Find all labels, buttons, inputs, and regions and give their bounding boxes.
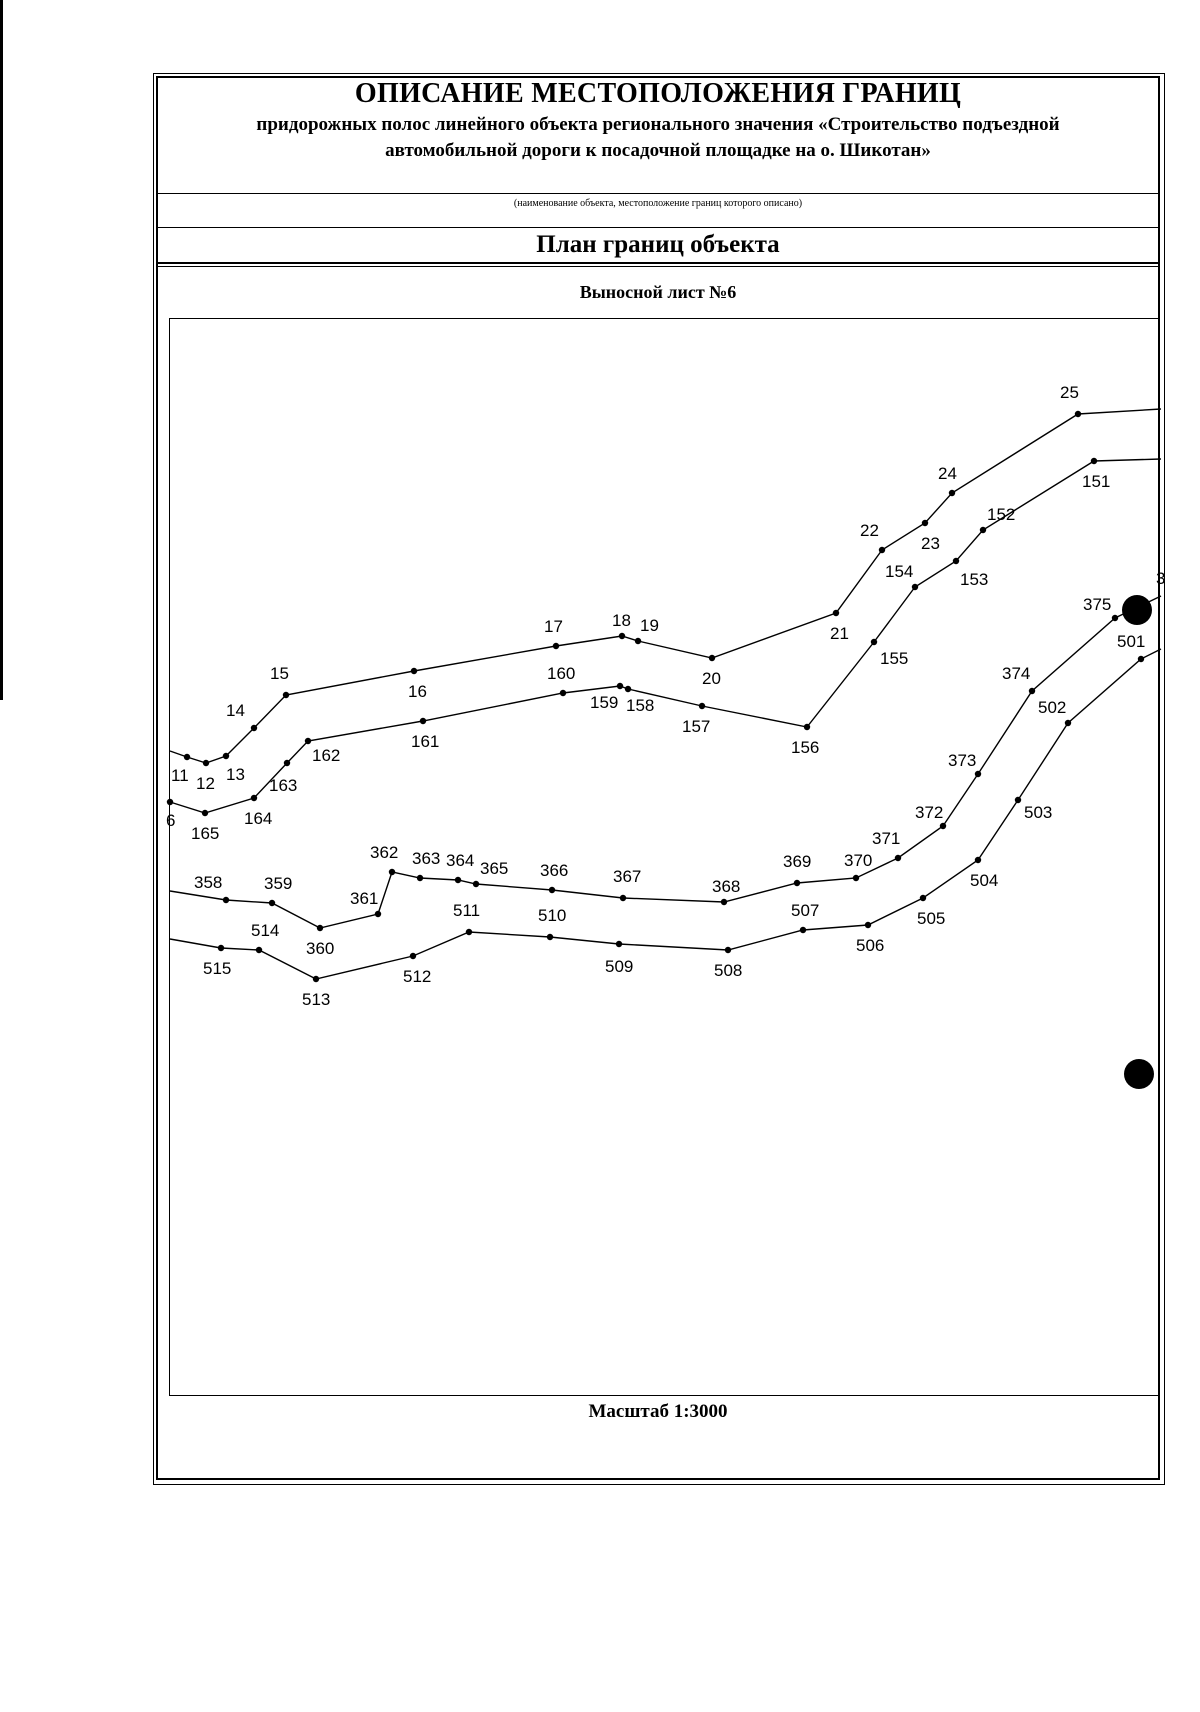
divider — [156, 262, 1160, 264]
boundary-point-label-507: 507 — [791, 901, 820, 920]
boundary-point-label-24: 24 — [938, 464, 957, 483]
boundary-point-label-17: 17 — [544, 617, 563, 636]
boundary-point-360 — [317, 925, 323, 931]
boundary-point-label-503: 503 — [1024, 803, 1053, 822]
scan-edge-rule — [0, 0, 3, 700]
boundary-point-160 — [560, 690, 566, 696]
boundary-point-label-361: 361 — [350, 889, 379, 908]
boundary-point-25 — [1075, 411, 1081, 417]
boundary-point-label-165: 165 — [191, 824, 220, 843]
boundary-point-label-15: 15 — [270, 664, 289, 683]
boundary-point-514 — [256, 947, 262, 953]
boundary-point-506 — [865, 922, 871, 928]
boundary-point-14 — [251, 725, 257, 731]
sheet-title: Выносной лист №6 — [579, 282, 737, 302]
boundary-point-22 — [879, 547, 885, 553]
boundary-point-label-20: 20 — [702, 669, 721, 688]
boundary-point-label-371: 371 — [872, 829, 901, 848]
boundary-point-165 — [202, 810, 208, 816]
boundary-point-504 — [975, 857, 981, 863]
scale-label: Масштаб 1:3000 — [588, 1401, 728, 1422]
boundary-point-511 — [466, 929, 472, 935]
boundary-point-label-157: 157 — [682, 717, 711, 736]
boundary-point-label-370: 370 — [844, 851, 873, 870]
boundary-point-13 — [223, 753, 229, 759]
boundary-point-label-510: 510 — [538, 906, 567, 925]
boundary-point-label-364: 364 — [446, 851, 475, 870]
boundary-point-label-164: 164 — [244, 809, 273, 828]
boundary-point-label-155: 155 — [880, 649, 909, 668]
boundary-point-12 — [203, 760, 209, 766]
boundary-point-505 — [920, 895, 926, 901]
boundary-point-label-19: 19 — [640, 616, 659, 635]
boundary-point-19 — [635, 638, 641, 644]
boundary-point-label-21: 21 — [830, 624, 849, 643]
boundary-point-label-501: 501 — [1117, 632, 1146, 651]
boundary-point-374 — [1029, 688, 1035, 694]
boundary-point-162 — [305, 738, 311, 744]
boundary-point-label-504: 504 — [970, 871, 999, 890]
boundary-map-canvas — [166, 319, 1166, 1397]
boundary-point-16 — [411, 668, 417, 674]
boundary-point-370 — [853, 875, 859, 881]
boundary-point-164 — [251, 795, 257, 801]
boundary-point-21 — [833, 610, 839, 616]
boundary-point-163 — [284, 760, 290, 766]
divider — [156, 266, 1160, 267]
document-caption: (наименование объекта, местоположение границ которого описано) — [513, 198, 803, 209]
boundary-point-label-154: 154 — [885, 562, 914, 581]
boundary-point-362 — [389, 869, 395, 875]
boundary-point-508 — [725, 947, 731, 953]
boundary-point-label-partial: 3 — [1156, 569, 1166, 588]
divider — [156, 227, 1160, 228]
boundary-point-507 — [800, 927, 806, 933]
boundary-point-label-158: 158 — [626, 696, 655, 715]
boundary-point-368 — [721, 899, 727, 905]
boundary-point-label-14: 14 — [226, 701, 245, 720]
boundary-point-159 — [617, 683, 623, 689]
boundary-point-label-363: 363 — [412, 849, 441, 868]
boundary-point-label-511: 511 — [453, 901, 481, 920]
boundary-point-label-365: 365 — [480, 859, 509, 878]
boundary-point-364 — [455, 877, 461, 883]
boundary-point-label-369: 369 — [783, 852, 812, 871]
boundary-point-label-152: 152 — [987, 505, 1016, 524]
boundary-point-label-362: 362 — [370, 843, 399, 862]
boundary-point-label-23: 23 — [921, 534, 940, 553]
boundary-point-label-368: 368 — [712, 877, 741, 896]
scan-dot-mark — [1124, 1059, 1154, 1089]
boundary-point-label-366: 366 — [540, 861, 569, 880]
boundary-point-label-6: 6 — [166, 811, 176, 830]
boundary-point-label-12: 12 — [196, 774, 215, 793]
boundary-point-361 — [375, 911, 381, 917]
boundary-point-366 — [549, 887, 555, 893]
boundary-point-label-508: 508 — [714, 961, 743, 980]
boundary-point-label-11: 11 — [171, 766, 189, 785]
boundary-point-154 — [912, 584, 918, 590]
boundary-point-11 — [184, 754, 190, 760]
divider — [156, 193, 1160, 194]
plan-title: План границ объекта — [536, 231, 780, 258]
scan-dot-mark — [1122, 595, 1152, 625]
boundary-point-151 — [1091, 458, 1097, 464]
boundary-point-153 — [953, 558, 959, 564]
boundary-point-18 — [619, 633, 625, 639]
boundary-point-365 — [473, 881, 479, 887]
boundary-point-label-160: 160 — [547, 664, 576, 683]
boundary-point-label-18: 18 — [612, 611, 631, 630]
boundary-point-372 — [940, 823, 946, 829]
boundary-point-358 — [223, 897, 229, 903]
boundary-point-6 — [167, 799, 173, 805]
boundary-point-515 — [218, 945, 224, 951]
boundary-point-label-360: 360 — [306, 939, 335, 958]
boundary-point-label-512: 512 — [403, 967, 432, 986]
boundary-point-509 — [616, 941, 622, 947]
boundary-point-17 — [553, 643, 559, 649]
boundary-point-label-161: 161 — [411, 732, 440, 751]
boundary-point-161 — [420, 718, 426, 724]
document-title: ОПИСАНИЕ МЕСТОПОЛОЖЕНИЯ ГРАНИЦ — [354, 78, 962, 109]
document-subtitle: придорожных полос линейного объекта регионального значения «Строительство подъездной автомобильной дороги к посадочной площадке на о. Шикотан» — [256, 114, 1060, 161]
boundary-point-359 — [269, 900, 275, 906]
boundary-point-158 — [625, 686, 631, 692]
boundary-point-156 — [804, 724, 810, 730]
boundary-point-label-374: 374 — [1002, 664, 1031, 683]
boundary-point-501 — [1138, 656, 1144, 662]
boundary-point-label-151: 151 — [1082, 472, 1111, 491]
boundary-point-24 — [949, 490, 955, 496]
boundary-point-155 — [871, 639, 877, 645]
boundary-point-373 — [975, 771, 981, 777]
boundary-point-label-514: 514 — [251, 921, 280, 940]
boundary-point-label-16: 16 — [408, 682, 427, 701]
boundary-point-label-513: 513 — [302, 990, 331, 1009]
boundary-point-label-367: 367 — [613, 867, 642, 886]
boundary-point-510 — [547, 934, 553, 940]
boundary-point-375 — [1112, 615, 1118, 621]
boundary-point-label-509: 509 — [605, 957, 634, 976]
boundary-point-15 — [283, 692, 289, 698]
boundary-point-label-515: 515 — [203, 959, 232, 978]
boundary-point-label-506: 506 — [856, 936, 885, 955]
boundary-point-513 — [313, 976, 319, 982]
boundary-line-upper-north — [170, 409, 1161, 763]
boundary-point-502 — [1065, 720, 1071, 726]
boundary-point-label-13: 13 — [226, 765, 245, 784]
boundary-point-label-25: 25 — [1060, 383, 1079, 402]
boundary-point-label-156: 156 — [791, 738, 820, 757]
boundary-point-label-162: 162 — [312, 746, 341, 765]
boundary-point-503 — [1015, 797, 1021, 803]
boundary-point-label-159: 159 — [590, 693, 619, 712]
boundary-point-label-359: 359 — [264, 874, 293, 893]
boundary-point-label-22: 22 — [860, 521, 879, 540]
boundary-point-512 — [410, 953, 416, 959]
boundary-map — [166, 318, 1166, 1396]
boundary-point-label-358: 358 — [194, 873, 223, 892]
boundary-point-label-153: 153 — [960, 570, 989, 589]
boundary-point-label-502: 502 — [1038, 698, 1067, 717]
boundary-point-152 — [980, 527, 986, 533]
boundary-point-371 — [895, 855, 901, 861]
boundary-point-157 — [699, 703, 705, 709]
boundary-point-363 — [417, 875, 423, 881]
boundary-point-20 — [709, 655, 715, 661]
boundary-point-label-373: 373 — [948, 751, 977, 770]
boundary-point-369 — [794, 880, 800, 886]
boundary-point-label-505: 505 — [917, 909, 946, 928]
boundary-point-label-372: 372 — [915, 803, 944, 822]
boundary-point-23 — [922, 520, 928, 526]
boundary-point-367 — [620, 895, 626, 901]
boundary-point-label-163: 163 — [269, 776, 298, 795]
boundary-point-label-375: 375 — [1083, 595, 1112, 614]
